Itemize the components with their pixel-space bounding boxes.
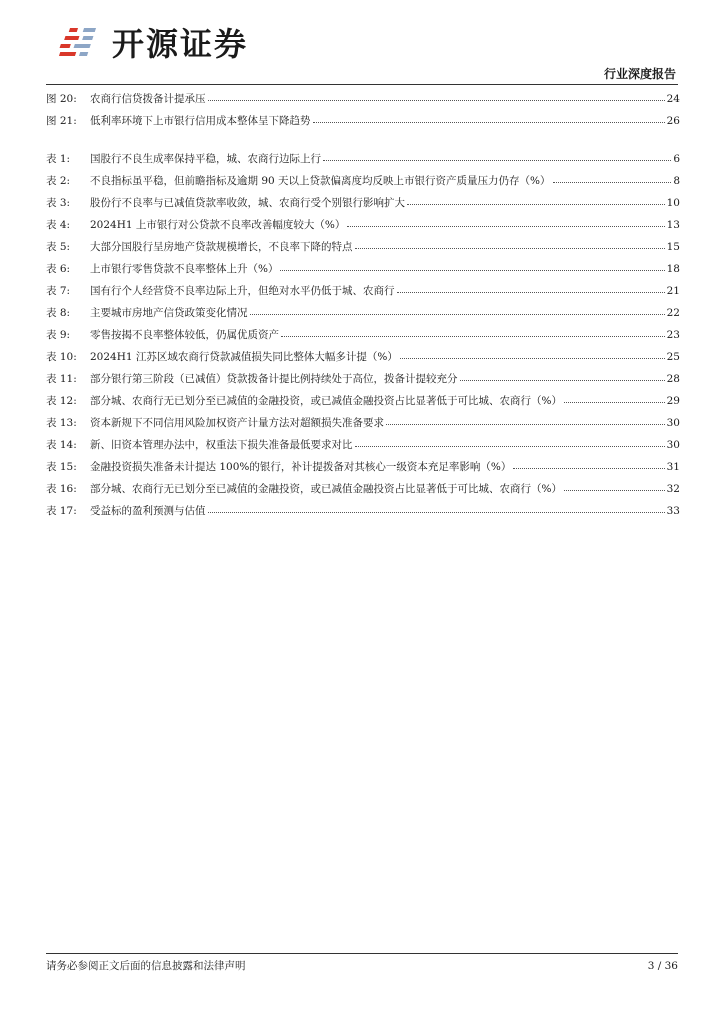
toc-entry-title: 2024H1 上市银行对公贷款不良率改善幅度较大（%）: [90, 219, 346, 231]
toc-entry-page: 21: [666, 285, 680, 297]
toc-entry[interactable]: [46, 478, 680, 500]
toc-entry[interactable]: [46, 434, 680, 456]
report-type: 行业深度报告: [603, 67, 676, 81]
toc-entry[interactable]: [46, 110, 680, 132]
toc-leader-dots: [400, 357, 665, 359]
toc-entry-label: 表 1:: [46, 153, 71, 165]
toc-entry[interactable]: [46, 368, 680, 390]
toc-entry-label: 表 11:: [46, 373, 77, 385]
toc-entry-title: 部分城、农商行无已划分至已减值的金融投资，或已减值金融投资占比显著低于可比城、农商行（%）: [90, 395, 562, 407]
toc-entry-label: 表 16:: [46, 483, 77, 495]
toc-entry-page: 8: [673, 175, 680, 187]
toc-leader-dots: [323, 159, 671, 161]
toc-entry-page: 25: [666, 351, 680, 363]
toc-entry-label: 表 10:: [46, 351, 77, 363]
toc-leader-dots: [208, 511, 665, 513]
toc-entry-page: 33: [666, 505, 680, 517]
toc-entry[interactable]: [46, 214, 680, 236]
toc-entry[interactable]: [46, 236, 680, 258]
toc-leader-dots: [250, 313, 665, 315]
toc-entry-title: 部分城、农商行无已划分至已减值的金融投资，或已减值金融投资占比显著低于可比城、农商行（%）: [90, 483, 562, 495]
toc-entry-page: 6: [673, 153, 680, 165]
toc-entry-label: 表 14:: [46, 439, 77, 451]
toc-leader-dots: [355, 247, 665, 249]
toc-entry-title: 国股行不良生成率保持平稳，城、农商行边际上行: [90, 153, 321, 165]
toc-entry-page: 32: [666, 483, 680, 495]
footer-page-number: 3 / 36: [647, 960, 678, 972]
toc-leader-dots: [347, 225, 664, 227]
toc-entry-title: 上市银行零售贷款不良率整体上升（%）: [90, 263, 279, 275]
toc-entry-title: 主要城市房地产信贷政策变化情况: [90, 307, 248, 319]
toc-entry[interactable]: [46, 500, 680, 522]
toc-entry-title: 低利率环境下上市银行信用成本整体呈下降趋势: [90, 115, 311, 127]
toc-entry-label: 表 5:: [46, 241, 71, 253]
toc-entry-title: 资本新规下不同信用风险加权资产计量方法对超额损失准备要求: [90, 417, 384, 429]
toc-entry-label: 表 2:: [46, 175, 71, 187]
toc-leader-dots: [386, 423, 665, 425]
toc-entry-label: 表 15:: [46, 461, 77, 473]
toc-entry[interactable]: [46, 302, 680, 324]
toc-entry-page: 18: [666, 263, 680, 275]
toc-entry[interactable]: [46, 412, 680, 434]
toc-leader-dots: [564, 401, 665, 403]
toc-entry-label: 表 4:: [46, 219, 71, 231]
toc-entry[interactable]: [46, 280, 680, 302]
toc-entry[interactable]: [46, 324, 680, 346]
toc-entry-page: 15: [666, 241, 680, 253]
toc-entry-title: 国有行个人经营贷不良率边际上升，但绝对水平仍低于城、农商行: [90, 285, 395, 297]
toc-leader-dots: [513, 467, 664, 469]
toc-entry-page: 31: [666, 461, 680, 473]
toc-entry-page: 10: [666, 197, 680, 209]
toc-entry-page: 23: [666, 329, 680, 341]
toc-entry-page: 24: [666, 93, 680, 105]
toc-entry[interactable]: [46, 170, 680, 192]
toc-entry-title: 受益标的盈利预测与估值: [90, 505, 206, 517]
brand-name: 开源证券: [112, 25, 249, 63]
toc-entry-label: 表 3:: [46, 197, 71, 209]
toc-entry-page: 26: [666, 115, 680, 127]
toc-entry-label: 表 17:: [46, 505, 77, 517]
toc-entry-title: 农商行信贷拨备计提承压: [90, 93, 206, 105]
toc-entry[interactable]: [46, 192, 680, 214]
toc-entry[interactable]: [46, 390, 680, 412]
toc-leader-dots: [355, 445, 665, 447]
toc-entry[interactable]: [46, 258, 680, 280]
toc-entry-page: 30: [666, 439, 680, 451]
toc-entry-label: 表 13:: [46, 417, 77, 429]
toc-entry-title: 零售按揭不良率整体较低，仍属优质资产: [90, 329, 279, 341]
footer-divider: [46, 953, 678, 954]
toc-leader-dots: [313, 121, 665, 123]
toc-entry-title: 不良指标虽平稳，但前瞻指标及逾期 90 天以上贷款偏离度均反映上市银行资产质量压力仍存（%）: [90, 175, 551, 187]
toc-leader-dots: [553, 181, 672, 183]
table-list: [46, 148, 680, 522]
toc-entry-label: 表 9:: [46, 329, 71, 341]
page-header: [0, 0, 724, 90]
toc-entry-page: 29: [666, 395, 680, 407]
toc-leader-dots: [208, 99, 665, 101]
toc-entry-label: 图 21:: [46, 115, 77, 127]
toc-entry[interactable]: [46, 148, 680, 170]
toc-entry[interactable]: [46, 88, 680, 110]
toc-leader-dots: [397, 291, 665, 293]
toc-entry-title: 大部分国股行呈房地产贷款规模增长，不良率下降的特点: [90, 241, 353, 253]
toc-entry-label: 表 7:: [46, 285, 71, 297]
toc-entry[interactable]: [46, 346, 680, 368]
toc-leader-dots: [407, 203, 665, 205]
toc-entry-title: 2024H1 江苏区域农商行贷款减值损失同比整体大幅多计提（%）: [90, 351, 398, 363]
toc-entry-page: 30: [666, 417, 680, 429]
toc-entry-label: 图 20:: [46, 93, 77, 105]
toc-entry-page: 28: [666, 373, 680, 385]
toc-leader-dots: [460, 379, 665, 381]
toc-entry-label: 表 6:: [46, 263, 71, 275]
toc-entry-page: 13: [666, 219, 680, 231]
toc-entry[interactable]: [46, 456, 680, 478]
figure-list: [46, 88, 680, 132]
toc-entry-label: 表 12:: [46, 395, 77, 407]
toc-leader-dots: [281, 335, 665, 337]
toc-entry-page: 22: [666, 307, 680, 319]
toc-entry-title: 股份行不良率与已减值贷款率收敛，城、农商行受个别银行影响扩大: [90, 197, 405, 209]
toc-entry-title: 金融投资损失准备未计提达 100%的银行，补计提拨备对其核心一级资本充足率影响（%）: [90, 461, 512, 473]
toc-leader-dots: [564, 489, 665, 491]
toc-leader-dots: [280, 269, 664, 271]
kaiyuan-logo-icon: [58, 22, 102, 66]
toc-entry-label: 表 8:: [46, 307, 71, 319]
header-divider: [46, 84, 678, 85]
toc-entry-title: 新、旧资本管理办法中，权重法下损失准备最低要求对比: [90, 439, 353, 451]
toc-entry-title: 部分银行第三阶段（已减值）贷款拨备计提比例持续处于高位，拨备计提较充分: [90, 373, 458, 385]
footer-disclaimer: 请务必参阅正文后面的信息披露和法律声明: [46, 960, 246, 972]
